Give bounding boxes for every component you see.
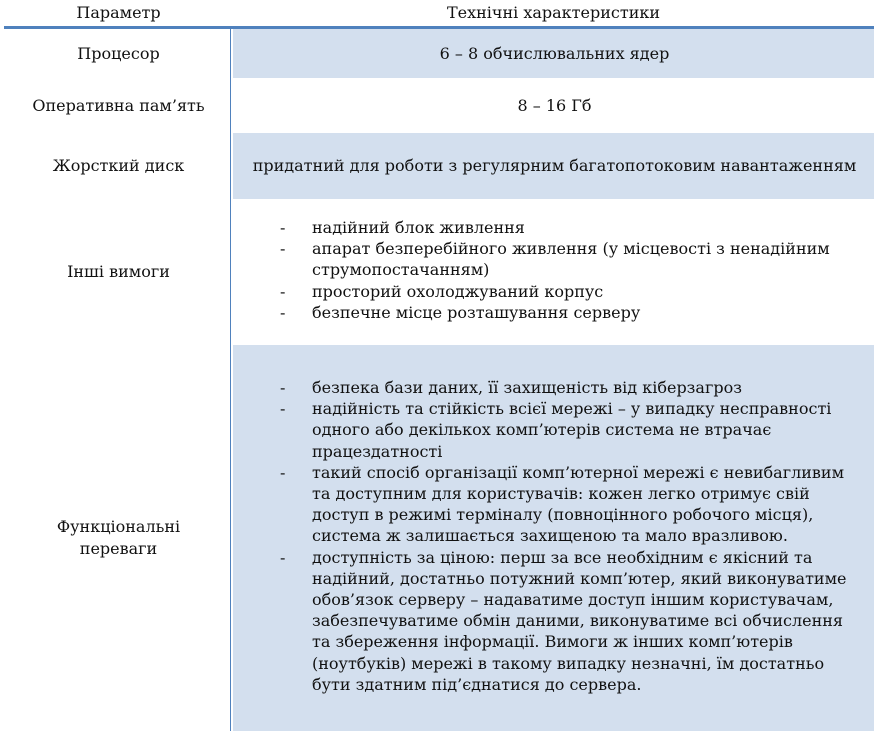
column-divider	[230, 29, 231, 731]
table-row	[4, 199, 874, 345]
spec-cell: 8 – 16 Гб	[517, 95, 592, 115]
advantages-list	[235, 377, 874, 695]
header-param: Параметр	[76, 3, 161, 22]
table-header	[4, 0, 874, 29]
table-row	[4, 345, 874, 731]
table-row	[4, 29, 874, 78]
spec-cell	[235, 345, 874, 731]
requirements-list	[235, 217, 874, 323]
list-item: - апарат безперебійного живлення (у місцевості з ненадійним струмопостачанням)	[280, 239, 830, 280]
list-item: - надійність та стійкість всієї мережі – у випадку несправності одного або декількох комп’ютерів система не втрачає працездатності	[280, 399, 832, 461]
table-row	[4, 133, 874, 199]
list-item: - такий спосіб організації комп’ютерної мережі є невибагливим та доступним для користувачів: кожен легко отримує свій доступ в режимі терміналу (повноцінного робочого місця), система ж залишається захищеною та мало вразливою.	[280, 462, 845, 546]
list-item: - доступність за ціною: перш за все необхідним є якісний та надійний, достатньо потужний комп’ютер, який виконуватиме обов’язок серверу – надаватиме доступ іншим користувачам, забезпечуватиме обмін даними, виконуватиме всі обчислення та збереження інформації. Вимоги ж інших комп’ютерів (ноутбуків) мережі в такому випадку незначні, їм достатньо бути здатним під’єднатися до сервера.	[280, 547, 847, 694]
param-cell: Процесор	[4, 29, 233, 78]
param-cell: Жорсткий диск	[4, 133, 233, 199]
param-cell: Інші вимоги	[4, 199, 233, 345]
specs-table	[4, 0, 874, 731]
spec-cell: придатний для роботи з регулярним багатопотоковим навантаженням	[252, 156, 857, 175]
list-item: - безпечне місце розташування серверу	[280, 302, 641, 322]
list-item: - надійний блок живлення	[280, 218, 525, 237]
header-spec: Технічні характеристики	[446, 3, 661, 22]
list-item: - просторий охолоджуваний корпус	[280, 281, 604, 301]
spec-cell	[235, 199, 874, 345]
table-row	[4, 78, 874, 133]
spec-cell: 6 – 8 обчислювальних ядер	[439, 43, 670, 63]
list-item: - безпека бази даних, її захищеність від кіберзагроз	[280, 378, 742, 397]
param-cell: Оперативна пам’ять	[4, 78, 233, 133]
param-cell: Функціональні переваги	[4, 345, 233, 731]
